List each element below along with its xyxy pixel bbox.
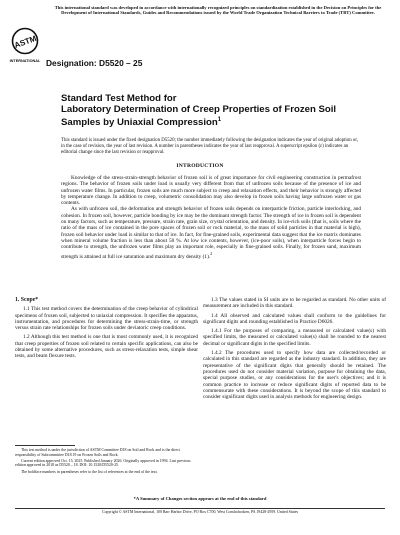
- left-column: [15, 297, 198, 363]
- right-column: [203, 297, 386, 403]
- document-title: [61, 93, 361, 128]
- title-line-2: Laboratory Determination of Creep Properties of Frozen Soil: [61, 104, 337, 115]
- footnote-1: This test method is under the jurisdiction of ASTM Committee D18 on Soil and Rock and is the direct responsibility of Subcommittee D18.19 on Frozen Soils and Rock.: [15, 448, 181, 457]
- astm-logo: [9, 27, 41, 69]
- intro-paragraph-2: [61, 206, 361, 259]
- scope-1-4-2: 1.4.2 The procedures used to specify how data are collected/recorded or calculated in this standard are regarded as the industry standard. In addition, they are representative of the significant digits that generally should be retained. The procedures used do not consider material variation, purpose for obtaining the data, special purpose studies, or any considerations for the user's objectives; and it is common practice to increase or reduce significant digits of reported data to be commensurate with these considerations. It is beyond the scope of this standard to consider significant digits used in analysis methods for engineering design.: [203, 350, 386, 401]
- introduction-body: [61, 175, 361, 260]
- intro-footnote-mark: 2: [210, 250, 213, 256]
- copyright-line: Copyright © ASTM International, 100 Barr Harbor Drive, PO Box C700, West Conshohocken, PA 19428-2959. United States: [102, 510, 298, 514]
- title-footnote-mark: 1: [217, 117, 222, 123]
- title-line-3: Samples by Uniaxial Compression: [61, 117, 218, 129]
- copyright-rule: [15, 508, 385, 509]
- title-line-1: Standard Test Method for: [61, 93, 177, 104]
- svg-text:INTERNATIONAL: INTERNATIONAL: [9, 59, 41, 63]
- scope-1-4-1: 1.4.1 For the purposes of comparing, a measured or calculated value(s) with specified limits, the measured or calculated value(s) shall be rounded to the nearest decimal or significant digits in the specified limits.: [203, 328, 386, 347]
- introduction-heading: INTRODUCTION: [176, 163, 224, 169]
- scope-heading: 1. Scope*: [15, 297, 39, 303]
- footnote-rule: [15, 445, 75, 446]
- footnotes: [15, 445, 198, 476]
- issuance-note: This standard is issued under the fixed designation D5520; the number immediately following the designation indicates the year of original adoption or, in the case of revision, the year of last revision. A number in parentheses indicates the year of last reapproval. A superscript epsilon (ε) indicates an editorial change since the last revision or reapproval.: [61, 138, 358, 155]
- intro-paragraph-1: Knowledge of the stress-strain-strength behavior of frozen soil is of great importance for civil engineering construction in permafrost regions. The behavior of frozen soils under load is usually very different from that of unfrozen soils because of the presence of ice and unfrozen water films. In particular, frozen soils are much more subject to creep and relaxation effects, and their behavior is strongly affected by temperature change. In addition to creep, volumetric consolidation may also develop in frozen soils having large unfrozen water or gas contents.: [61, 175, 361, 207]
- summary-of-changes-note: *A Summary of Changes section appears at the end of this standard: [133, 496, 267, 501]
- scope-1-1: 1.1 This test method covers the determination of the creep behavior of cylindrical specimens of frozen soil, subjected to uniaxial compression. It specifies the apparatus, instrumentation, and procedures for determining the stress-strain-time, or strength versus strain rate relationships for frozen soils under deviatoric creep conditions.: [15, 306, 198, 332]
- designation: Designation: D5520 – 25: [46, 58, 143, 68]
- scope-1-3: 1.3 The values stated in SI units are to be regarded as standard. No other units of measurement are included in this standard.: [203, 297, 386, 310]
- svg-text:ASTM: ASTM: [13, 33, 38, 51]
- intro-paragraph-2-text: As with unfrozen soil, the deformation and strength behavior of frozen soils depends on interparticle friction, particle interlocking, and cohesion. In frozen soil, however, particle bonding by ice may be the dominant strength factor. The strength of ice in frozen soil is dependent on many factors, such as temperature, pressure, strain rate, grain size, crystal orientation, and density. In ice-rich soils (that is, soils where the ratio of the mass of ice contained in the pore spaces of frozen soil or rock material, to the mass of solid particles in that material is high), frozen soil behavior under load is similar to that of ice. In fact, for fine-grained soils, experimental data suggest that the ice matrix dominates when mineral volume fraction is less than about 50 %. At low ice contents, however, (ice-poor soils), when interparticle forces begin to contribute to strength, the unfrozen water films play an important role, especially in fine-grained soils. Finally, for frozen sand, maximum strength is attained at full ice saturation and maximum dry density (1).: [61, 206, 361, 260]
- scope-1-4: 1.4 All observed and calculated values shall conform to the guidelines for significant digits and rounding established in Practice D6026.: [203, 312, 386, 325]
- footnote-2: The boldface numbers in parentheses refer to the list of references at the end of the text.: [21, 469, 158, 474]
- footnote-1b: Current edition approved Oct. 15, 2025. Published January 2026. Originally approved in 1994. Last previous edition approved in 2018 as D5520 – 18. DOI: 10.1520/D5520-25.: [15, 458, 191, 468]
- scope-1-2: 1.2 Although this test method is one that is most commonly used, it is recognized that creep properties of frozen soil related to certain specific applications, can also be obtained by some alternative procedures, such as stress-relaxation tests, simple shear tests, and beam flexure tests.: [15, 334, 198, 360]
- wto-notice: This international standard was developed in accordance with internationally recognized principles on standardization established in the Decision on Principles for the Development of International Standards, Guides and Recommendations issued by the World Trade Organization Technical Barriers to Trade (TBT) Committee.: [54, 5, 382, 16]
